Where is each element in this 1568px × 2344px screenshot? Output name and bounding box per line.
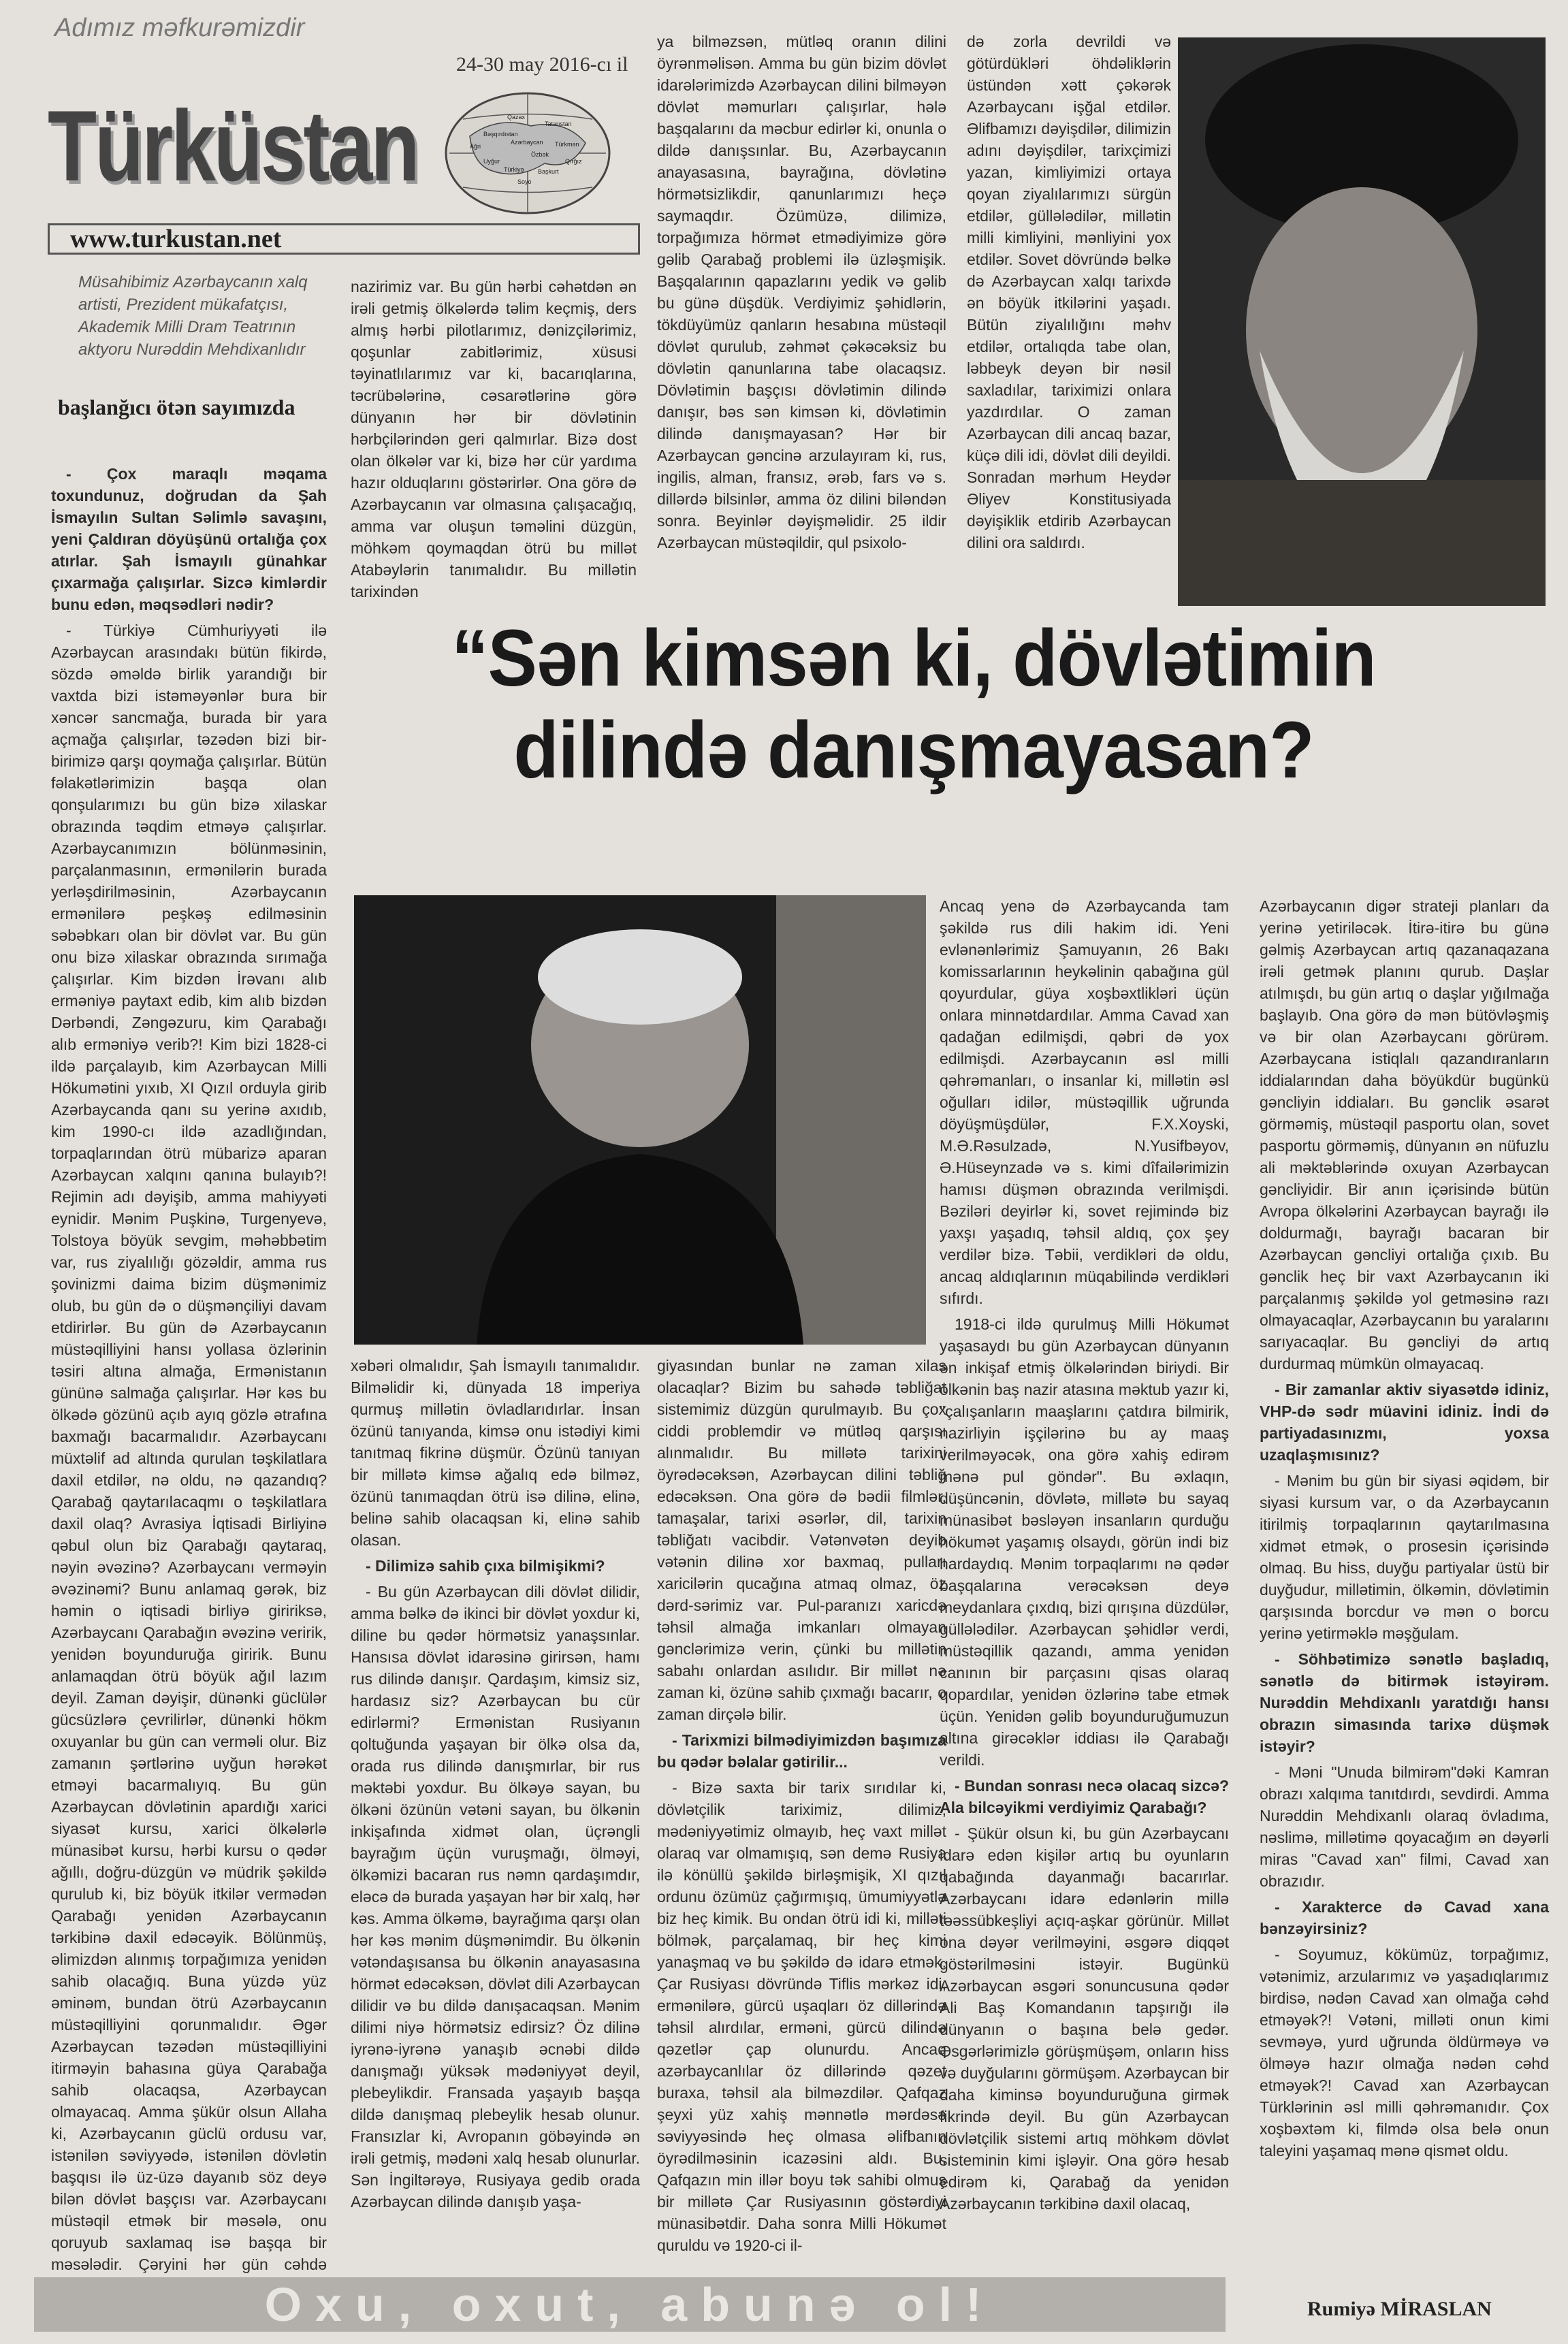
actor-photo-portrait: [354, 895, 926, 1345]
article-column-3-bottom: [657, 1355, 946, 2267]
globe-map-icon: [443, 89, 613, 218]
globe-label: Türkmən: [555, 141, 579, 148]
masthead-slogan: Adımız məfkurəmizdir: [54, 14, 305, 42]
continued-note: başlanğıcı ötən sayımızda: [58, 395, 295, 419]
article-column-3-top: [657, 31, 946, 599]
article-column-5-bottom: [1260, 895, 1549, 2277]
answer-paragraph: nazirimiz var. Bu gün hərbi cəhətdən ən irəli getmiş ölkələrdə təlim keçmiş, ders almış hərbi pilotlarımız, dənizçilərimiz, qoşunlar zabitlərimiz, xüsusi təyinatlılarımız var ki, bacarıqlarına, təcrübələrinə, cəsarətlərinə görə dünyanın hər bir dövlətinin hərbçilərindən geri qalmırlar. Bizə dost olan ölkələr var ki, bizə hər cür yardıma hazır olduqlarını göstərirlər. Ona görə də Azərbaycanın var olmasına çalışacağıq, amma var oluşun təməlini düzgün, möhkəm qoymaqdan ötrü bu millət Atabəylərin tanımalıdır. Bu millətin tarixindən: [351, 278, 637, 600]
newspaper-logo: Türküstan: [48, 90, 418, 203]
globe-label: Tatarıstan: [545, 121, 572, 127]
question-paragraph: - Çox maraqlı məqama toxundunuz, doğrudan da Şah İsmayılın Sultan Səlimlə savaşını, yeni Çaldıran döyüşünü ortalığa çox atırlar. Şah İsmayılı günahkar çıxarmağa çalışırlar. Sizcə kimlərdir bunu edən, məqsədləri nədir?: [51, 465, 327, 613]
answer-paragraph: giyasından bunlar nə zaman xilas olacaqlar? Bizim bu sahədə təbliğat sistemimiz düzgün qurulmayıb. Bu çox ciddi problemdir və mütləq qarşısı alınmalıdır. Bu millətə tarixini öyrədəcəksən, Azərbaycan dilini təbliğ edəcəksən. Ona görə də bədii filmlər, tamaşalar, tarixi əsərlər, dil, tarixin təbliğatı vacibdir. Vətənvətən deyib vətənin dilinə xor baxmaq, pulları xaricilərin qucağına atmaq olmaz, öz dərd-sərimiz var. Pul-paranızı xaricdə təhsil almağa imkanları olmayan gənclərimizə verin, çünki bu millətin sabahı onlardan asılıdır. Bir millət nə zaman ki, özünə sahib çıxmağı bacarır, o zaman dirçələ bilir.: [657, 1357, 946, 1723]
globe-label: Azərbaycan: [511, 139, 543, 146]
answer-paragraph: - Soyumuz, kökümüz, torpağımız, vətənimiz, arzularımız və yaşadıqlarımız birdisə, nədən Cavad xan olmağa cəhd etməyək?! Vətəni, milləti onun kimi sevməyə, yurd uğrunda öldürməyə və ölməyə hazır olmağa nədən cəhd etməyək?! Cavad xan Azərbaycan Türklərinin əsl milli qəhrəmanıdır. Çox xoşbəxtəm ki, filmdə olsa belə onun taleyini yaşamaq mənə qismət oldu.: [1260, 1946, 1549, 2160]
globe-label: Qazax: [507, 114, 526, 121]
globe-label: Soyo: [517, 178, 532, 185]
answer-paragraph: 1918-ci ildə qurulmuş Milli Hökumət yaşasaydı bu gün Azərbaycan dünyanın ən inkişaf etmiş ölkələrindən biriydi. Bir ölkənin baş nazir atasına məktub yazır ki, "çalışanların maaşlarını çatdıra bilmirik, nazirliyin işçilərinə bu ay maaş verilməyəcək, ona görə xahiş edirəm mənə pul göndər". Bu əxlaqın, düşüncənin, dövlətə, millətə bu sayaq münasibət bəsləyən insanların qurduğu hökumət yaşamış olsaydı, görün indi biz hardaydıq. Mənim torpaqlarımı nə qədər başqalarına verəcəksən deyə meydanlara çıxdıq, bizi qırışına düzdülər, güllələdilər. Azərbaycan şəhidlər verdi, müstəqillik qazandı, amma yenidən canının bir parçasını qisas olaraq qopardılar, yenidən özlərinə tabe etmək üçün. Yenidən gəlib boyunduruğumuzun altına girəcəklər iddiası ilə Qarabağı verildi.: [940, 1315, 1229, 1769]
answer-paragraph: də zorla devrildi və götürdükləri öhdəliklərin üstündən xətt çəkərək Azərbaycanı işğal etdilər. Əlifbamızı dəyişdilər, dilimizin adını dəyişdilər, tarixçimizi yazan, kimliyimizi ortaya qoyan ziyalılarımızı sürgün etdilər, güllələdilər, millətin milli kimliyini, mənliyini yox etdilər. Sovet dövründə bəlkə də Azərbaycan xalqı tarixdə ən böyük itkilərini yaşadı. Bütün ziyalılığını məhv etdilər, ortalıqda tabe olan, ləbbeyk deyən bir nəsil saxladılar, tariximizi onlara yazdırdılar. O zaman Azərbaycan dili ancaq bazar, küçə dili idi, dövlət dili deyildi. Sonradan mərhum Heydər Əliyev Konstitusiyada dəyişiklik etdirib Azərbaycan dilini ora saldırdı.: [967, 33, 1171, 551]
globe-label: Başkurt: [538, 168, 559, 175]
question-paragraph: - Söhbətimizə sənətlə başladıq, sənətlə də bitirmək istəyirəm. Nurəddin Mehdixanlı yaratdığı hansı obrazın simasında tarixə düşmək istəyir?: [1260, 1650, 1549, 1755]
article-column-4-top: [967, 31, 1171, 599]
answer-paragraph: - Bu gün Azərbaycan dili dövlət dilidir, amma bəlkə də ikinci bir dövlət yoxdur ki, diline bu qədər hörmətsiz yanaşsınlar. Hansısa dövlət idarəsinə girirsən, hamı rus dilində danışır. Qardaşım, kimsiz siz, hardasız siz? Azərbaycan bu cür edirlərmi? Ermənistan Rusiyanın qoltuğunda yaşayan bir ölkə olsa da, orada rus dilində danışmırlar, bir rus məktəbi yoxdur. Bu ölkəyə sayan, bu ölkəni özünün vətəni sayan, bu ölkənin inkişafında xidmət olan, üçrəngli bayrağım üçün vuruşmağı, ölməyi, ölkəmizi bacaran rus nəmn qardaşımdır, eləcə də burada yaşayan hər bir xalq, hər kəs. Amma ölkəmə, bayrağıma qarşı olan hər kəs mənim düşmənimdir. Bu ölkənin vətəndaşısansa bu ölkənin anayasasına hörmət edəcəksən, dövlət dili Azərbaycan dilidir və bu dildə danışacaqsan. Mənim dilimi niyə hörmətsiz edirsiz? Öz dilinə iyrənə-iyrənə yanaşıb əcnəbi dildə danışmağı yüksək mədəniyyət deyil, plebeylikdir. Fransada yaşayıb başqa dildə danışmaq plebeylik hesab olunur. Fransızlar ki, Avropanın göbəyində ən irəli getmiş, mədəni xalq hesab olunurlar. Sən İngiltərəyə, Rusiyaya gedib orada Azərbaycan dilində danışıb yaşa-: [351, 1583, 640, 2211]
article-column-1: [51, 463, 327, 2273]
footer-banner: Oxu, oxut, abunə ol!: [34, 2277, 1226, 2332]
question-paragraph: - Tarixmizi bilmədiyimizdən başımıza bu qədər bəlalar gətirilir...: [657, 1731, 946, 1771]
question-paragraph: - Dilimizə sahib çıxa bilmişikmi?: [366, 1557, 605, 1575]
globe-label: Uyğur: [483, 158, 500, 165]
globe-label: Qırğız: [565, 158, 582, 165]
article-headline: “Sən kimsən ki, dövlətimin dilində danışmayasan?: [451, 613, 1376, 795]
question-paragraph: - Bir zamanlar aktiv siyasətdə idiniz, VHP-də sədr müavini idiniz. İndi də partiyadasınızmı, yoxsa uzaqlaşmısınız?: [1260, 1381, 1549, 1464]
globe-label: Türkiyə: [504, 166, 524, 173]
globe-label: Özbək: [531, 151, 549, 158]
actor-photo-papakha: [1178, 37, 1546, 606]
answer-paragraph: Ancaq yenə də Azərbaycanda tam şəkildə rus dili hakim idi. Yeni evlənənlərimiz Şamuyanın, 26 Bakı komissarlarının heykəlinin qabağına gül qoyurdular, güya xoşbəxtlikləri üçün onlara minnətdardılar. Amma Cavad xan qadağan edilmişdi, qəbri də yox edilmişdi. Azərbaycanın əsl milli qəhrəmanları, o insanlar ki, millətin əsl oğulları idilər, müstəqillik uğrunda döyüşmüşdülər, F.X.Xoyski, M.Ə.Rəsulzadə, N.Yusifbəyov, Ə.Hüseynzadə və s. kimi dîfailərimizin hamısı düşmən obrazında verilmişdi. Bəziləri deyirlər ki, sovet rejimində biz yaxşı yaşadıq, təhsil aldıq, çox şey verdilər bizə. Təbii, verdikləri də oldu, ancaq aldıqlarının müqabilində verdikləri sıfırdı.: [940, 897, 1229, 1307]
answer-paragraph: xəbəri olmalıdır, Şah İsmayılı tanımalıdır. Bilməlidir ki, dünyada 18 imperiya qurmuş millətin övladlarıdırlar. İnsan özünü tanıyanda, kimsə onu istədiyi kimi tanıtmaq fikrinə düşmür. Özünü tanıyan bir millətə kimsə ağalıq edə bilməz, özünü tanımaqdan ötrü isə dilinə, elinə, belinə sahib olacaqsan ki, elinə sahib olasan.: [351, 1357, 640, 1549]
interview-intro: Müsahibimiz Azərbaycanın xalq artisti, Prezident mükafatçısı, Akademik Milli Dram Teatrının aktyoru Nurəddin Mehdixanlıdır: [78, 273, 308, 359]
question-paragraph: - Bundan sonrası necə olacaq sizcə? Ala bilcəyikmi verdiyimiz Qarabağı?: [940, 1777, 1229, 1816]
globe-label: Bəşqırdıstan: [483, 131, 518, 138]
answer-paragraph: - Şükür olsun ki, bu gün Azərbaycanı idarə edən kişilər artıq bu oyunların qabağında dayanmağı bacarırlar. Azərbaycanı idarə edənlərin millə təəssübkeşliyi açıq-aşkar görünür. Millət ona dəyər verilməyini, əsgərə diqqət göstərilməsini istəyir. Bugünkü Azərbaycan əsgəri sonuncusuna qədər Ali Baş Komandanın tapşırığı ilə dünyanın o başına belə gedər. Əsgərlərimizlə görüşmüşəm, onların hiss və duyğularını görmüşəm. Azərbaycan bir daha kiminsə boyunduruğuna girmək fikrində deyil. Bu gün Azərbaycan dövlətçilik sistemi artıq möhkəm dövlət sisteminin kimi işləyir. Ona görə hesab edirəm ki, Qarabağ da yenidən Azərbaycanın tərkibinə daxil olacaq,: [940, 1825, 1229, 2213]
globe-label: Ağri: [470, 143, 481, 150]
article-column-4-bottom: [940, 895, 1229, 2267]
answer-paragraph: - Mənim bu gün bir siyasi əqidəm, bir siyasi kursum var, o da Azərbaycanın itirilmiş torpaqlarının qaytarılmasına xidmət etmək, o prosesin içərisində olmaq. Bu hiss, duyğu partiyalar üstü bir duyğudur, millətimin, ölkəmin, dövlətimin qarşısında borcdur və mən o borcu yerinə yetirməklə məşğulam.: [1260, 1472, 1549, 1642]
website-url: www.turkustan.net: [48, 223, 640, 255]
answer-paragraph: - Məni "Unuda bilmirəm"dəki Kamran obrazı xalqıma tanıtdırdı, sevdirdi. Amma Nurəddin Mehdixanlı olaraq övladıma, nəslimə, millətimə qoyacağım ən dəyərli miras "Cavad xan" filmi, Cavad xan obrazıdır.: [1260, 1763, 1549, 1890]
author-byline: Rumiyə MİRASLAN: [1307, 2298, 1492, 2320]
answer-paragraph: Azərbaycanın digər strateji planları da yerinə yetiriləcək. İtirə-itirə bu günə gəlmiş Azərbaycan artıq qazanaqazana irəli getmək planını qurub. Daşlar atılmışdı, bu gün artıq o daşlar yığılmağa başlayıb. Ona görə də mən bütövləşmiş və bir olan Azərbaycanı görürəm. Azərbaycana istiqlalı qazandıranların iddialarından daha böyükdür bugünkü gəncliyin iddiaları. Bu gənclik əsarət görməmiş, müstəqil pasportu olan, sovet pasportu görməmiş, dünyanın ən nüfuzlu ali məktəblərində oxuyan Azərbaycan gəncliyidir. Bir anın içərisində bütün Avropa ölkələrini Azərbaycan bayrağı ilə doldurmağı, bayrağı bacaran bir Azərbaycan gəncliyi ortalığa çıxıb. Bu gənclik heç bir vaxt Azərbaycanın iki parçalanmış şəkildə yol getməsinə razı olmayacaqlar, Azərbaycanın bu yaralarını sarıyacaqlar. Bu gəncliyi də artıq durdurmaq mümkün olmayacaq.: [1260, 897, 1549, 1372]
answer-paragraph: ya bilməzsən, mütləq oranın dilini öyrənməlisən. Amma bu gün bizim dövlət idarələrimizdə Azərbaycan dilini bilməyən dövlət məmurları çalışırlar, hələ başqalarını da məcbur edirlər ki, onunla o dildə danışsınlar. Bu, Azərbaycanın anayasasına, bayrağına, dövlətinə hörmətsizlikdir, qanunlarımızı heçə saymaqdır. Özümüzə, dilimizə, torpağımıza hörmət etmədiyimizə görə gəlib Qarabağ problemi ilə üzləşmişik. Başqalarının qapazlarını yedik və gəlib bu günə düşdük. Verdiyimiz şəhidlərin, tökdüyümüz qanların hesabına müstəqil dövlət qurulub, zəhmət çəkəcəksiz bu dövlətin qanunlarına tabe olacaqsız. Dövlətimin başçısı dövlətimin dilində danışır, bəs sən kimsən ki, dövlətimin dilində danışmayasan? Hər bir Azərbaycan gəncinə arzulayıram ki, rus, ingilis, alman, fransız, ərəb, fars və s. dillərdə bilsinlər, amma öz dilini biləndən sonra. Beyinlər dəyişməlidir. 25 ildir Azərbaycan müstəqildir, qul psixolo-: [657, 33, 946, 551]
article-column-2-top: [351, 276, 637, 599]
article-column-2-bottom: [351, 1355, 640, 2267]
answer-paragraph: - Bizə saxta bir tarix sırıdılar ki, dövlətçilik tariximiz, dilimiz, mədəniyyətimiz olmayıb, heç vaxt millət olaraq var olmamışıq, sən demə Rusiya ilə könüllü şəkildə birləşmişik, XI qızıl ordunu özümüz çağırmışıq, ümumiyyətlə biz heç kimik. Bu ondan ötrü idi ki, milləti bölmək, parçalamaq, bir heç kimi yanaşmaq və bu şəkildə də idarə etmək. Çar Rusiyası dövründə Tiflis mərkəz idi, ermənilərə, gürcü uşaqları öz dillərində təhsil alırdılar, erməni, gürcü dilində qəzetlər çap olunurdu. Ancaq azərbaycanlılar öz dillərində qəzet buraxa, təhsil ala bilməzdilər. Qafqaz şeyxi yüz xahiş mənnətlə mərdəsə səviyyəsində heç olmasa əlifbanın öyrədilməsinin icazəsini aldı. Bu, Qafqazın min illər boyu tək sahibi olmuş bir millətə Çar Rusiyasının göstərdiyi münasibətdir. Daha sonra Milli Hökumət quruldu və 1920-ci il-: [657, 1779, 946, 2254]
question-paragraph: - Xarakterce də Cavad xana bənzəyirsiniz?: [1260, 1898, 1549, 1938]
answer-paragraph: - Türkiyə Cümhuriyyəti ilə Azərbaycan arasındakı bütün fikirdə, sözdə əməldə birlik yarandığı bir vaxtda bizi istəməyənlər bura bir xəncər sancmağa, burada bir yara açmağa çalışırlar, təzədən bizi bir-birimizə qarşı qoymağa çalışırlar. Bütün fəlakətlərimizin başqa olan qonşularımızı bu gün bizə xilaskar obrazında təqdim etməyə çalışırlar. Azərbaycanımızın bölünməsinin, parçalanmasının, ermənilərin burada yerləşdirilməsinin, Azərbaycanın ermənilərə peşkəş edilməsinin səbəbkarı olan bir dövlət var. Bu gün onu bizə xilaskar obrazında sırımağa çalışırlar. Kim bizdən İrəvanı alıb erməniyə paytaxt edib, kim alıb bizdən Dərbəndi, Zəngəzuru, kim Qarabağı alıb erməniyə verib?! Kim bizi 1828-ci ildə parçalayıb, kim Azərbaycan Milli Hökumətini yıxıb, XI Qızıl orduyla girib Azərbaycanda qanı su yerinə axıdıb, kim 1990-cı ildə azadlığından, torpaqlarından ötrü mübarizə aparan Azərbaycan xalqını qanına bulayıb?! Rejimin adı dəyişib, amma mahiyyəti eynidir. Mənim Puşkinə, Turgenyevə, Tolstoya böyük sevgim, məhəbbətim var, rus ziyalılığı gözəldir, amma rus şovinizmi daima bizim düşmənimiz olub, bu gün də o düşmənçiliyi davam etdirirlər. Bu gün də Azərbaycanın müstəqilliyini hansı yollasa özlərinin təsiri altına almağa, Ermənistanın gününə salmağa çalışırlar. Hər kəs bu ölkədə gözünü açıb ayıq gözlə ətrafına baxmağı bacarmalıdır. Azərbaycanı müxtəlif ad altında qurulan təşkilatlara daxil etdilər, nə oldu, nə qazandıq? Qarabağ qaytarılacaqmı o təşkilatlara daxil olaq? Avrasiya İqtisadi Birliyinə qəbul olun biz Qarabağı qaytaraq, nəyin əvəzinə? Azərbaycanı verməyin əvəzinəmi? Bunu anlamaq gərək, biz həmin o iqtisadi birliyə giririksə, Azərbaycanı Qarabağın əvəzinə veririk, yenidən boyunduruğa giririk. Bunu anlamaqdan ötrü böyük ağıl lazım deyil. Zaman dəyişir, dünənki güclülər gücsüzlərə çevrilirlər, dünənki hökm oxuyanlar bu gün can verməli olur. Biz zamanın şərtlərinə uyğun hərəkət etməyi bacarmalıyıq. Bu gün Azərbaycan dövlətinin apardığı xarici siyasət kursu, xarici ölkələrlə münasibət kursu, hərbi kursu o qədər ağıllı, doğru-düzgün və müdrik şəkildə qurulub ki, biz böyük itkilər vermədən Qarabağı yenidən Azərbaycanın tərkibinə daxil edəcəyik. Bölünmüş, əlimizdən alınmış torpağımıza yenidən sahib olacağıq. Buna yüzdə yüz əminəm, bundan ötrü Azərbaycanın müstəqilliyini qorunmalıdır. Əgər Azərbaycan təzədən müstəqilliyini itirməyin bahasına güya Qarabağa sahib olacaqsa, Azərbaycan olmayacaq. Amma şükür olsun Allaha ki, Azərbaycanın güclü ordusu var, istənilən səviyyədə, istənilən dövlətin başqısı ilə üz-üzə dayanıb söz deyə bilən dövlət başçısı var. Azərbaycanı müstəqil etmək bir məsələ, onu qoruyub saxlamaq isə başqa bir məsələdir. Çəryini hər gün cəhdə: [51, 622, 327, 2273]
issue-date: 24-30 may 2016-cı il: [456, 53, 628, 76]
